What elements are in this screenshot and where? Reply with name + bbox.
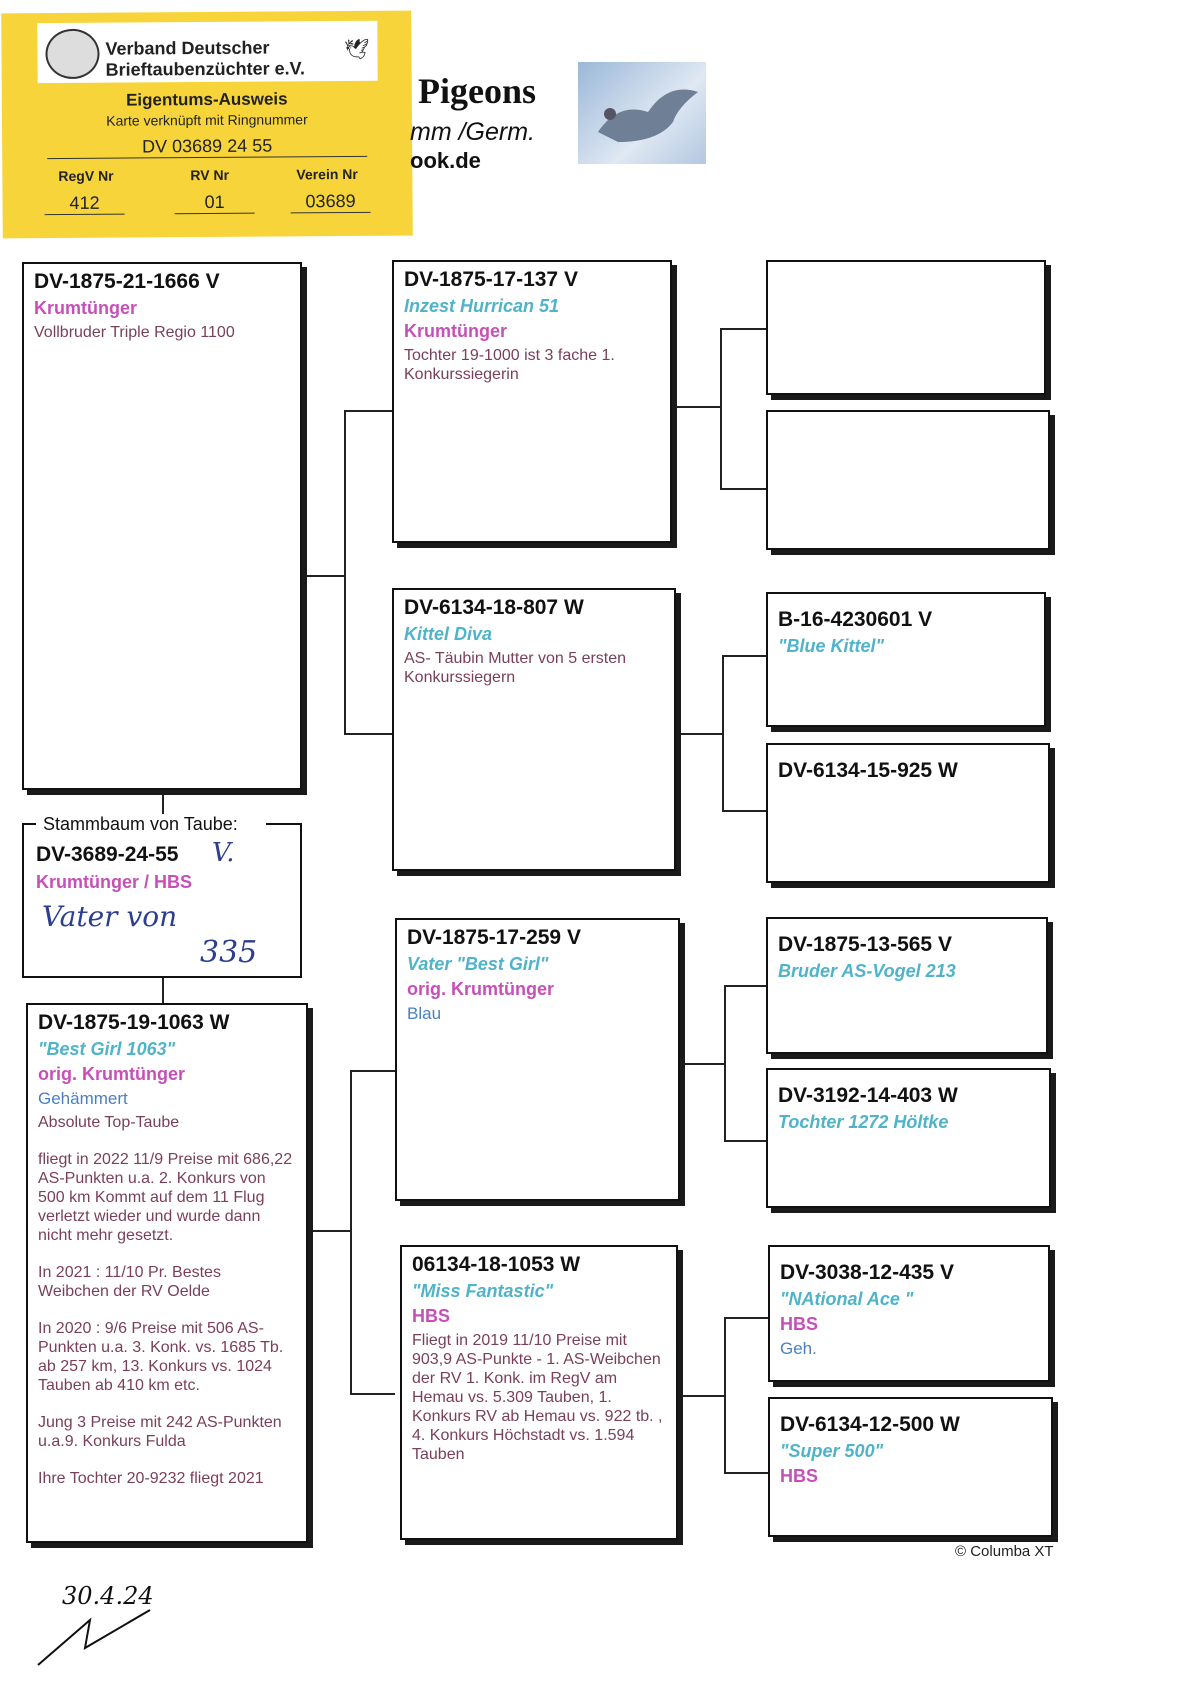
- father-box: [22, 262, 302, 790]
- mm-name: "Miss Fantastic": [412, 1281, 554, 1301]
- mff-ring: DV-1875-13-565 V: [778, 933, 952, 956]
- fm-note: AS- Täubin Mutter von 5 ersten Konkurssiegern: [404, 650, 627, 686]
- mother-ring: DV-1875-19-1063 W: [38, 1011, 230, 1034]
- copyright-text: © Columba XT: [955, 1543, 1054, 1560]
- mother-color: Gehämmert: [38, 1089, 128, 1108]
- mother-name: "Best Girl 1063": [38, 1039, 176, 1059]
- connector: [724, 1317, 726, 1472]
- mfm-ring: DV-3192-14-403 W: [778, 1084, 958, 1107]
- subject-hand-note: Vater von: [42, 900, 178, 933]
- card-col-rv: RV Nr: [190, 166, 230, 184]
- father-strain: Krumtünger: [34, 298, 137, 318]
- fm-name: Kittel Diva: [404, 624, 493, 644]
- header-title: Pigeons: [418, 71, 537, 111]
- card-verein-value: 03689: [290, 191, 370, 214]
- connector: [722, 655, 724, 810]
- card-org-name: [105, 37, 305, 80]
- fm-mother-box: [766, 743, 1050, 883]
- connector: [350, 1070, 352, 1395]
- mf-name: Vater "Best Girl": [407, 954, 549, 974]
- card-rv-value: 01: [174, 192, 254, 215]
- connector: [720, 328, 722, 488]
- mmf-name: "NAtional Ace ": [780, 1289, 914, 1309]
- fmm-ring: DV-6134-15-925 W: [778, 759, 958, 782]
- handwritten-date: 30.4.24: [62, 1582, 154, 1610]
- mf-color: Blau: [407, 1004, 442, 1023]
- ff-strain: Krumtünger: [404, 321, 507, 341]
- connector: [302, 575, 344, 577]
- fm-ring: DV-6134-18-807 W: [404, 596, 584, 619]
- father-note: Vollbruder Triple Regio 1100: [34, 324, 235, 341]
- connector: [162, 978, 164, 1003]
- connector: [344, 410, 346, 735]
- mmm-ring: DV-6134-12-500 W: [780, 1413, 960, 1436]
- mother-note-0: Absolute Top-Taube: [38, 1114, 180, 1131]
- ff-ring: DV-1875-17-137 V: [404, 268, 578, 291]
- mf-ring: DV-1875-17-259 V: [407, 926, 581, 949]
- connector: [724, 1472, 768, 1474]
- mf-father-box: [766, 917, 1048, 1054]
- mm-father-box: [768, 1245, 1050, 1382]
- father-ring: DV-1875-21-1666 V: [34, 270, 220, 293]
- pigeon-photo: [578, 62, 706, 164]
- mmm-strain: HBS: [780, 1466, 819, 1486]
- card-subtitle: Karte verknüpft mit Ringnummer: [106, 111, 308, 129]
- mother-father-box: [395, 918, 680, 1201]
- connector: [344, 733, 392, 735]
- fmf-ring: B-16-4230601 V: [778, 608, 933, 631]
- connector: [344, 410, 392, 412]
- mmf-ring: DV-3038-12-435 V: [780, 1261, 954, 1284]
- connector: [724, 1317, 768, 1319]
- mmm-name: "Super 500": [780, 1441, 884, 1461]
- mm-ring: 06134-18-1053 W: [412, 1253, 581, 1276]
- subject-strain: Krumtünger / HBS: [36, 872, 193, 892]
- mother-box: [26, 1003, 308, 1543]
- connector: [722, 810, 766, 812]
- card-col-verein: Verein Nr: [296, 165, 358, 183]
- mm-strain: HBS: [412, 1306, 451, 1326]
- connector: [680, 1063, 724, 1065]
- father-mother-box: [392, 588, 676, 871]
- subject-box-border: [266, 823, 302, 825]
- fm-father-box: [766, 592, 1046, 727]
- mother-note-1: fliegt in 2022 11/9 Preise mit 686,22 AS-Punkten u.a. 2. Konkurs von 500 km Kommt auf dem 11 Flug verletzt wieder und wurde dann nicht mehr gesetzt.: [38, 1151, 293, 1244]
- card-org-line1: Verband Deutscher: [105, 37, 270, 59]
- ff-note: Tochter 19-1000 ist 3 fache 1. Konkurssiegerin: [404, 347, 615, 383]
- ownership-card: [1, 11, 413, 239]
- ff-name: Inzest Hurrican 51: [404, 296, 560, 316]
- card-ring-number: DV 03689 24 55: [47, 135, 367, 159]
- vdt-logo: [45, 29, 99, 79]
- mfm-name: Tochter 1272 Höltke: [778, 1112, 949, 1132]
- card-col-regv: RegV Nr: [58, 167, 114, 185]
- subject-box-border: [22, 823, 36, 825]
- mother-note-2: In 2021 : 11/10 Pr. Bestes Weibchen der RV Oelde: [38, 1264, 221, 1300]
- fmf-name: "Blue Kittel": [778, 636, 885, 656]
- mmf-strain: HBS: [780, 1314, 819, 1334]
- subject-hand-number: 335: [200, 935, 258, 970]
- connector: [720, 488, 766, 490]
- mf-mother-box: [766, 1068, 1051, 1208]
- connector: [722, 655, 766, 657]
- father-father-box: [392, 260, 672, 543]
- connector: [308, 1230, 350, 1232]
- connector: [672, 406, 720, 408]
- connector: [350, 1393, 395, 1395]
- mother-note-3: In 2020 : 9/6 Preise mit 506 AS-Punkten u.a. 3. Konk. vs. 1685 Tb. ab 257 km, 13. Konkurs vs. 1024 Tauben ab 410 km etc.: [38, 1320, 284, 1394]
- connector: [350, 1070, 395, 1072]
- mmf-color: Geh.: [780, 1339, 817, 1358]
- card-title: Eigentums-Ausweis: [125, 89, 288, 110]
- card-regv-value: 412: [44, 193, 124, 216]
- connector: [724, 1140, 766, 1142]
- header-line3: ook.de: [410, 148, 481, 173]
- mother-strain: orig. Krumtünger: [38, 1064, 185, 1084]
- mother-mother-box: [400, 1245, 678, 1540]
- card-header: [37, 21, 377, 83]
- header-line2: mm /Germ.: [410, 118, 535, 146]
- pigeon-icon: 🕊: [344, 38, 370, 62]
- card-org-line2: Brieftaubenzüchter e.V.: [105, 58, 306, 80]
- subject-ring: DV-3689-24-55: [36, 843, 179, 866]
- mother-note-5: Ihre Tochter 20-9232 fliegt 2021: [38, 1470, 264, 1487]
- connector: [720, 328, 766, 330]
- subject-legend: Stammbaum von Taube:: [40, 814, 241, 835]
- mother-notes: [38, 1113, 296, 1488]
- mm-mother-box: [768, 1397, 1053, 1537]
- connector: [724, 985, 766, 987]
- ff-father-box: [766, 260, 1046, 395]
- ff-mother-box: [766, 410, 1050, 550]
- mff-name: Bruder AS-Vogel 213: [778, 961, 956, 981]
- signature-mark: [30, 1590, 170, 1670]
- connector: [676, 733, 722, 735]
- connector: [678, 1395, 724, 1397]
- mm-note: Fliegt in 2019 11/10 Preise mit 903,9 AS-Punkte - 1. AS-Weibchen der RV 1. Konk. im RegV am Hemau vs. 5.309 Tauben, 1. Konkurs RV ab Hemau vs. 922 tb. , 4. Konkurs Höchstadt vs. 1.594 Tauben: [412, 1332, 663, 1463]
- mother-note-4: Jung 3 Preise mit 242 AS-Punkten u.a.9. Konkurs Fulda: [38, 1414, 282, 1450]
- mf-strain: orig. Krumtünger: [407, 979, 554, 999]
- connector: [724, 985, 726, 1140]
- subject-hand-mark: V.: [212, 838, 235, 868]
